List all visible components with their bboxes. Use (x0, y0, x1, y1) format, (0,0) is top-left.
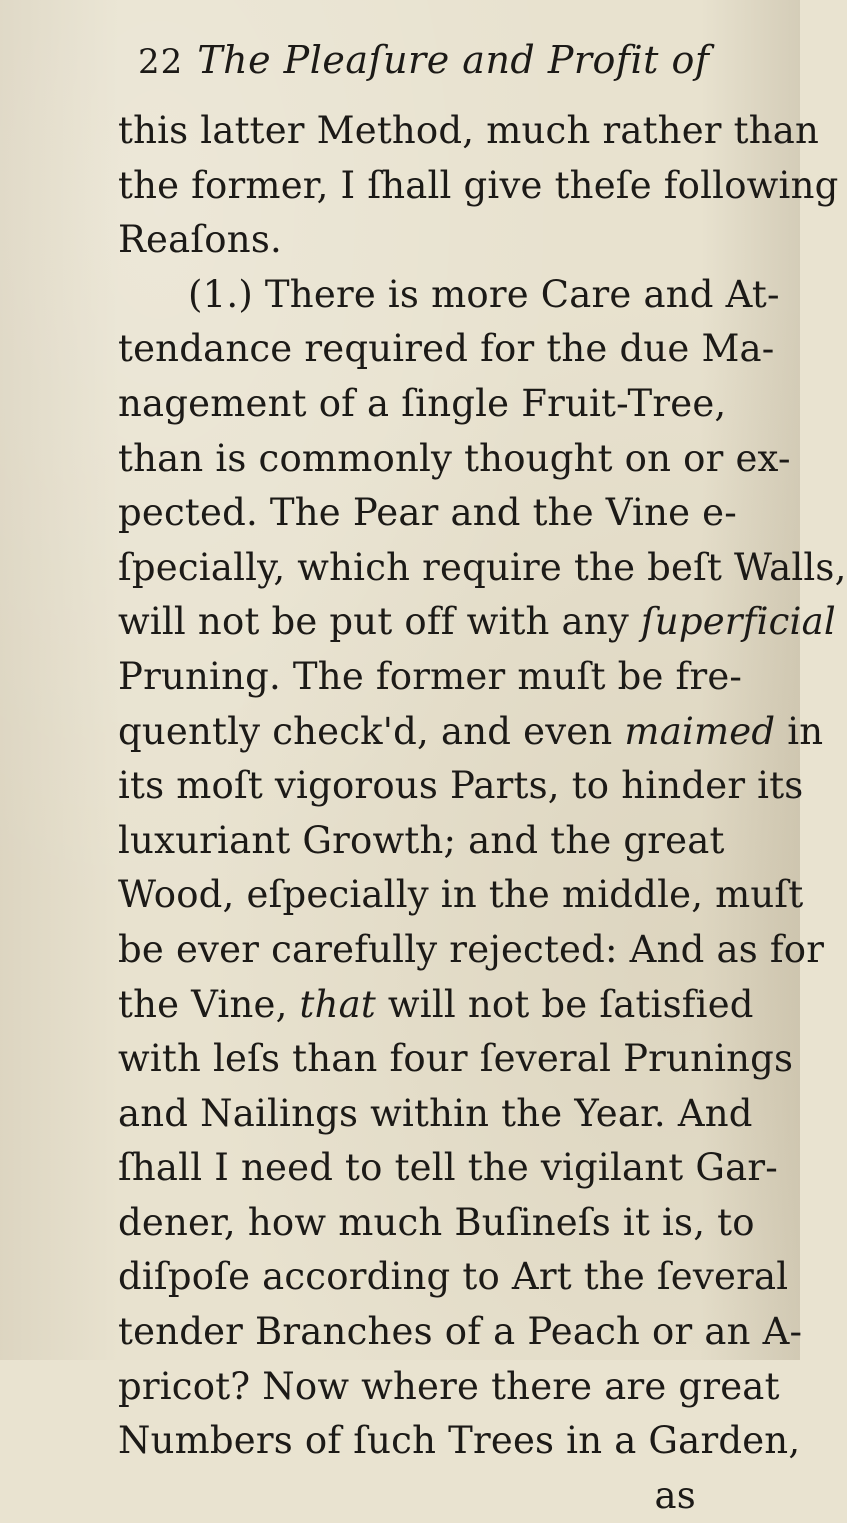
text-line: nagement of a ſingle Fruit-Tree, (118, 381, 727, 425)
text-run: will not be ſatisfied (375, 982, 754, 1026)
catchword: as (654, 1473, 696, 1517)
body-text (118, 104, 847, 1523)
text-line (118, 705, 824, 760)
italic-word: that (299, 982, 376, 1026)
text-line (118, 978, 798, 1033)
italic-word: ſuperficial (640, 600, 836, 644)
text-run: the Vine, (118, 982, 300, 1026)
text-line: its moſt vigorous Parts, to hinder its (118, 764, 804, 808)
text-line: Reaſons. (118, 218, 282, 262)
text-line: luxuriant Growth; and the great (118, 818, 725, 862)
text-line (118, 595, 836, 650)
text-line: Wood, eſpecially in the middle, muſt (118, 873, 804, 917)
text-line: ſhall I need to tell the vigilant Gar- (118, 1146, 778, 1190)
text-line: be ever carefully rejected: And as for (118, 927, 825, 971)
text-line: than is commonly thought on or ex- (118, 436, 791, 480)
text-line: Pruning. The former muſt be fre- (118, 654, 743, 698)
text-run: in (775, 709, 824, 753)
text-line: and Nailings within the Year. And (118, 1091, 753, 1135)
text-line: ſpecially, which require the beſt Walls, (118, 545, 847, 589)
text-line: (1.) There is more Care and At- (188, 272, 780, 316)
text-line: with leſs than four ſeveral Prunings (118, 1037, 794, 1081)
text-line: this latter Method, much rather than (118, 109, 820, 152)
text-line: pricot? Now where there are great (118, 1364, 780, 1408)
text-run: will not be put off with any (118, 600, 641, 644)
text-line: Numbers of ſuch Trees in a Garden, (118, 1419, 801, 1463)
running-title: The Pleaſure and Profit of (197, 38, 710, 82)
text-run: quently check'd, and even (118, 709, 625, 753)
text-line: the former, I ſhall give theſe following (118, 163, 839, 207)
text-line: tender Branches of a Peach or an A- (118, 1310, 803, 1354)
text-line: pected. The Pear and the Vine e- (118, 491, 737, 535)
text-line: dener, how much Buſineſs it is, to (118, 1200, 755, 1244)
text-line: diſpoſe according to Art the ſeveral (118, 1255, 789, 1299)
page-number: 22 (138, 42, 184, 82)
text-line: tendance required for the due Ma- (118, 327, 775, 371)
running-head (138, 38, 709, 94)
italic-word: maimed (624, 709, 776, 753)
